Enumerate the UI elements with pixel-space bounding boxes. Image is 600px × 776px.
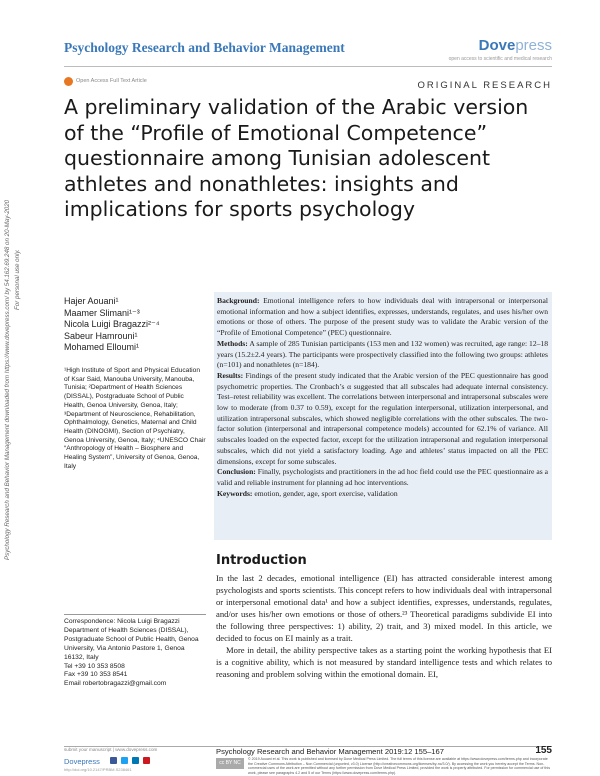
- header-rule: [64, 66, 552, 67]
- doi-link[interactable]: http://doi.org/10.2147/PRBM.S238461: [64, 767, 132, 772]
- sidebar-download-note: Psychology Research and Behavior Management downloaded from https://www.dovepress.com/ by 54.162.69.248 on 20-May-2020: [4, 199, 11, 560]
- footer-journal-citation: Psychology Research and Behavior Management 2019:12 155–167: [216, 747, 444, 756]
- article-title: A preliminary validation of the Arabic version of the “Profile of Emotional Competence” questionnaire among Tunisian adolescent athletes and nonathletes: insights and implications for sports psychology: [64, 95, 529, 222]
- correspondence-rule: [64, 614, 206, 615]
- abstract-methods-text: A sample of 285 Tunisian participants (153 men and 132 women) was recruited, age range: 12–18 years (15.2±2.4 years). The participants were prospectively classified into the following two groups: athletes (n=101) and nonathletes (n=184).: [217, 338, 549, 370]
- introduction-paragraph: In the last 2 decades, emotional intelligence (EI) has attracted considerable interest among psychologists and sports scientists. This concept refers to how individuals deal with intrapersonal or interpersonal emotional data¹ and how a subject identifies, expresses, understands, regulates, and/or uses his/her own emotions or those of others.²³ Theoretical paradigms subdivide EI into the following three perspectives: 1) ability, 2) trait, and 3) mixed model. In this article, we decided to focus on EI mainly as a trait.: [216, 573, 552, 643]
- author-name: Mohamed Elloumi¹: [64, 342, 140, 353]
- correspondence-name: Correspondence: Nicola Luigi Bragazzi: [64, 618, 180, 625]
- introduction-paragraph: More in detail, the ability perspective takes as a starting point the working hypothesis that EI is a cognitive ability, which is not measured by standard intelligence tests and which relates to reasoning and problem solving within the emotional domain. EI,: [216, 645, 552, 679]
- footer-publisher-logo: Dovepress: [64, 757, 100, 766]
- license-text: © 2019 Aouani et al. This work is published and licensed by Dove Medical Press Limited. The full terms of this license are available at https://www.dovepress.com/terms.php and incorporate the Creative Commons Attribution – Non Commercial (unported, v3.0) License (http://creativecommons.org/licenses/by-nc/3.0/). By accessing the work you hereby accept the Terms. Non-commercial uses of the work are permitted without any further permission from Dove Medical Press Limited, provided the work is properly attributed. For permission for commercial use of this work, please see paragraphs 4.2 and 5 of our Terms (https://www.dovepress.com/terms.php).: [248, 757, 550, 775]
- introduction-body: [216, 572, 552, 680]
- abstract-conclusion-text: Finally, psychologists and practitioners in the ad hoc field could use the PEC questionnaire as a valid and reliable instrument for planning ad hoc interventions.: [217, 467, 548, 487]
- twitter-icon[interactable]: [121, 757, 128, 764]
- publisher-press: press: [515, 37, 552, 54]
- facebook-icon[interactable]: [110, 757, 117, 764]
- abstract-conclusion-label: Conclusion:: [217, 467, 256, 477]
- youtube-icon[interactable]: [143, 757, 150, 764]
- correspondence-tel: Tel +39 10 353 8508: [64, 662, 125, 670]
- publisher-logo: [479, 37, 552, 54]
- correspondence-address: Department of Health Sciences (DISSAL), Postgraduate School of Public Health, Genoa University, Via Antonio Pastore 1, Genoa 16132, Italy: [64, 626, 199, 661]
- open-access-label: Open Access Full Text Article: [76, 78, 147, 84]
- author-name: Hajer Aouani¹: [64, 296, 119, 306]
- correspondence: [64, 618, 206, 689]
- keywords-text: emotion, gender, age, sport exercise, validation: [254, 488, 398, 498]
- journal-title: Psychology Research and Behavior Management: [64, 40, 345, 55]
- creative-commons-badge: cc BY NC: [216, 758, 244, 769]
- keywords-label: Keywords:: [217, 488, 253, 498]
- publisher-tagline: open access to scientific and medical research: [448, 56, 552, 62]
- author-name: Sabeur Hamrouni¹: [64, 330, 138, 341]
- open-access-icon: [64, 77, 73, 86]
- publisher-dove: Dove: [478, 37, 516, 54]
- social-icons: [110, 757, 150, 764]
- linkedin-icon[interactable]: [132, 757, 139, 764]
- affiliations: ¹High Institute of Sport and Physical Education of Ksar Said, Manouba University, Manouba, Tunisia; ²Department of Health Sciences (DISSAL), Postgraduate School of Public Health, Genoa University, Genoa, Italy; ³Department of Neuroscience, Rehabilitation, Ophthalmology, Genetics, Maternal and Child Health (DINOGMI), Section of Psychiatry, Genoa University, Genoa, Italy; ⁴UNESCO Chair “Anthropology of Health – Biosphere and Healing System”, University of Genoa, Genoa, Italy: [64, 367, 206, 470]
- abstract-results-text: Findings of the present study indicated that the Arabic version of the PEC questionnaire has good psychometric properties. The Cronbach’s α suggested that all subscales had adequate internal consistency. Test–retest reliability was excellent. The correlations between interpersonal and intrapersonal subscales were low to moderate (from 0.37 to 0.59), except for the regulation interpersonal, utilization interpersonal, and utilization intrapersonal subscales, which showed negligible correlations with the other subscales. The two-factor solution (interpersonal and intrapersonal competence models) accounted for 62.1% of variance. All subscales loaded on the expected factor, except for the utilization intrapersonal and regulation interpersonal subscales, which did not yield a satisfactory loading. Age and athletes’ status impacted on all the PEC dimensions, except for some subscales.: [217, 370, 548, 466]
- correspondence-fax: Fax +39 10 353 8541: [64, 671, 128, 679]
- section-label: ORIGINAL RESEARCH: [417, 80, 552, 91]
- submit-manuscript-link[interactable]: submit your manuscript | www.dovepress.com: [64, 747, 158, 752]
- abstract: [217, 296, 548, 499]
- page-number: 155: [535, 745, 552, 756]
- introduction-heading: Introduction: [216, 553, 307, 568]
- abstract-background-text: Emotional intelligence refers to how individuals deal with intrapersonal or interpersonal emotional information and how a subject identifies, expresses, understands, regulates, and uses his/her own emotions or those of others. The purpose of the present study was to validate the Arabic version of the “Profile of Emotional Competence” (PEC) questionnaire.: [217, 296, 548, 338]
- author-name: Nicola Luigi Bragazzi²⁻⁴: [64, 319, 160, 330]
- abstract-results-label: Results:: [217, 370, 244, 380]
- sidebar-personal-use: For personal use only.: [14, 249, 21, 310]
- abstract-methods-label: Methods:: [217, 338, 248, 348]
- author-list: [64, 296, 160, 354]
- abstract-background-label: Background:: [217, 296, 260, 305]
- correspondence-email[interactable]: Email robertobragazzi@gmail.com: [64, 680, 167, 688]
- author-name: Maamer Slimani¹⁻³: [64, 307, 140, 318]
